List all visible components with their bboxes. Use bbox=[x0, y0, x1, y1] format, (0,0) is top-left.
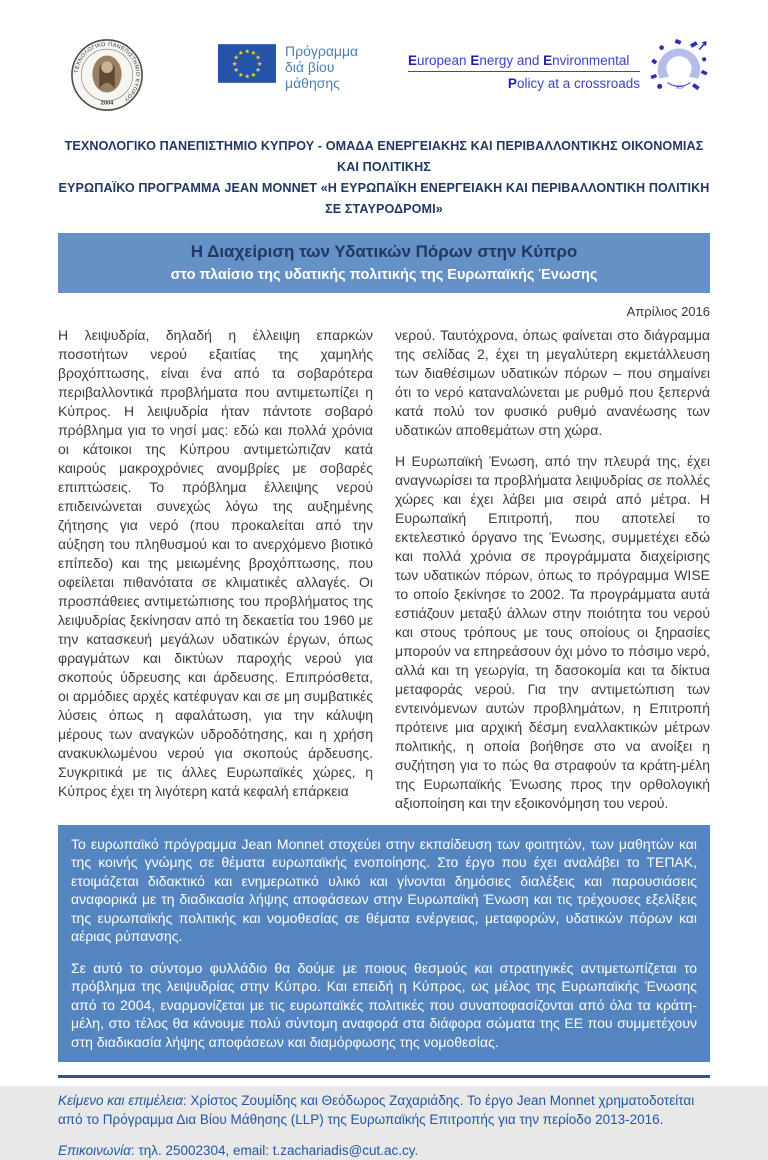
body-paragraph-right-2: Η Ευρωπαϊκή Ένωση, από την πλευρά της, έχει αναγνωρίσει τα προβλήματα λειψυδρίας σε πολλές χώρες και έχει λάβει μια σειρά από μέτρα. Η Ευρωπαϊκή Επιτροπή, που αποτελεί το εκτελεστικό όργανο της Ένωσης, συμμετέχει εδώ και πολλά χρόνια σε προγράμματα διαχείρισης των υδατικών πόρων, όπως το πρόγραμμα WISE το οποίο ξεκίνησε το 2002. Τα προγράμματα αυτά εστιάζουν μεταξύ άλλων στην ποιότητα του νερού και στους τρόπους με τους οποίους οι ξηρασίες μπορούν να επηρεάσουν όχι μόνο το πόσιμο νερό, αλλά και τη γεωργία, τη δασοκομία και τα δίκτυα μεταφοράς νερού. Για την αντιμετώπιση των εντεινόμενων αυτών προβλημάτων, η Επιτροπή πρότεινε μια αρχική δέσμη εναλλακτικών μέτρων πολιτικής, η οποία βοήθησε στο να ανοίξει η συζήτηση για το πώς θα στραφούν τα κράτη-μέλη της Ευρωπαϊκής Ένωσης προς την ορθολογική αξιοποίηση και την εξοικονόμηση του νερού. bbox=[395, 452, 710, 811]
left-column bbox=[58, 326, 373, 813]
svg-text:★: ★ bbox=[250, 49, 257, 57]
llp-line-2: διά βίου bbox=[285, 58, 335, 75]
llp-logo bbox=[218, 44, 358, 91]
svg-text:★: ★ bbox=[231, 60, 238, 68]
footer bbox=[58, 1091, 710, 1160]
footer-credits bbox=[58, 1091, 710, 1129]
svg-text:★: ★ bbox=[244, 73, 250, 81]
info-box bbox=[58, 825, 710, 1063]
eeep-line-1: European Energy and Environmental bbox=[408, 53, 640, 72]
page-subtitle: στο πλαίσιο της υδατικής πολιτικής της Ευρωπαϊκής Ένωσης bbox=[170, 266, 598, 283]
organisation-header bbox=[58, 136, 710, 220]
org-line-2: ΕΥΡΩΠΑΪΚΟ ΠΡΟΓΡΑΜΜΑ JEAN MONNET «Η ΕΥΡΩΠΑΪΚΗ ΕΝΕΡΓΕΙΑΚΗ ΚΑΙ ΠΕΡΙΒΑΛΛΟΝΤΙΚΗ ΠΟΛΙΤΙΚΗ ΣΕ ΣΤΑΥΡΟΔΡΟΜΙ» bbox=[58, 181, 710, 216]
org-line-1: ΤΕΧΝΟΛΟΓΙΚΟ ΠΑΝΕΠΙΣΤΗΜΙΟ ΚΥΠΡΟΥ - ΟΜΑΔΑ ΕΝΕΡΓΕΙΑΚΗΣ ΚΑΙ ΠΕΡΙΒΑΛΛΟΝΤΙΚΗΣ ΟΙΚΟΝΟΜΙΑΣ ΚΑΙ ΠΟΛΙΤΙΚΗΣ bbox=[64, 139, 704, 174]
emblem-label: 3EP bbox=[675, 85, 685, 91]
cut-seal-icon bbox=[70, 38, 144, 112]
body-columns bbox=[58, 326, 710, 813]
title-banner bbox=[58, 233, 710, 293]
info-box-paragraph-1: Το ευρωπαϊκό πρόγραμμα Jean Monnet στοχεύει στην εκπαίδευση των φοιτητών, των μαθητών και της κοινής γνώμης σε θέματα ευρωπαϊκής ενοποίησης. Στο έργο που έχει αναλάβει το ΤΕΠΑΚ, ετοιμάζεται διδακτικό και ενημερωτικό υλικό και γίνονται δημόσιες διαλέξεις και παρουσιάσεις αναφορικά με τη διαδικασία λήψης αποφάσεων στην Ευρωπαϊκή Ένωση και τις τρέχουσες εξελίξεις της ευρωπαϊκής πολιτικής και νομοθεσίας σε θέματα ενέργειας, μεταφορών, υδατικών πόρων και αέριας ρύπανσης. bbox=[71, 835, 697, 945]
date-label: Απρίλιος 2016 bbox=[626, 303, 710, 319]
info-box-paragraph-2: Σε αυτό το σύντομο φυλλάδιο θα δούμε με ποιους θεσμούς και στρατηγικές αντιμετωπίζεται το πρόβλημα της λειψυδρίας στην Κύπρο. Και επειδή η Κύπρος, ως μέλος της Ευρωπαϊκής Ένωσης από το 2004, εναρμονίζεται με τις ευρωπαϊκές πολιτικές που συναποφασίζονται από όλα τα κράτη-μέλη, στο τέλος θα κάνουμε πολύ σύντομη αναφορά στα διάφορα σώματα της ΕΕ που συμμετέχουν στη διαδικασία λήψης αποφάσεων και διαμόρφωσης της νομοθεσίας. bbox=[71, 959, 697, 1050]
eeep-logo-text bbox=[408, 53, 640, 91]
seal-ring-text: ΤΕΧΝΟΛΟΓΙΚΟ ΠΑΝΕΠΙΣΤΗΜΙΟ ΚΥΠΡΟΥ bbox=[73, 41, 141, 103]
right-column bbox=[395, 326, 710, 813]
credits-text: : Χρίστος Ζουμίδης και Θεόδωρος Ζαχαριάδης. Το έργο Jean Monnet χρηματοδοτείται από το Πρόγραμμα Δια Βίου Μάθησης (LLP) της Ευρωπαϊκής Επιτροπής για την περίοδο 2013-2016. bbox=[58, 1093, 695, 1128]
svg-text:★: ★ bbox=[244, 48, 250, 56]
header-logo-row bbox=[58, 38, 710, 124]
svg-text:★: ★ bbox=[250, 71, 257, 79]
svg-text:★: ★ bbox=[237, 71, 244, 79]
svg-text:★: ★ bbox=[237, 49, 244, 57]
llp-logo-text bbox=[285, 44, 358, 91]
footer-contact bbox=[58, 1141, 710, 1160]
eeep-line-2: Policy at a crossroads bbox=[507, 75, 640, 91]
body-paragraph-right-1: νερού. Ταυτόχρονα, όπως φαίνεται στο διάγραμμα της σελίδας 2, έχει τη μεγαλύτερη εκμετάλλευση των διαθέσιμων υδατικών πόρων – που σημαίνει ότι το νερό καταναλώνεται με ρυθμό που ξεπερνά κατά πολύ τον φυσικό ρυθμό ανανέωσης των υδατικών αποθεμάτων στη χώρα. bbox=[395, 326, 710, 438]
page-title: Η Διαχείριση των Υδατικών Πόρων στην Κύπρο bbox=[190, 242, 578, 261]
llp-line-3: μάθησης bbox=[285, 74, 340, 91]
svg-text:★: ★ bbox=[256, 60, 263, 68]
credits-label: Κείμενο και επιμέλεια bbox=[58, 1093, 183, 1109]
crossroads-emblem-icon bbox=[648, 38, 710, 101]
contact-text: : τηλ. 25002304, email: t.zachariadis@cut.ac.cy. bbox=[130, 1143, 419, 1159]
svg-text:★: ★ bbox=[255, 54, 261, 62]
body-paragraph-left: Η λειψυδρία, δηλαδή η έλλειψη επαρκών ποσοτήτων νερού εξαιτίας της χαμηλής βροχόπτωσης, είναι ένα από τα σοβαρότερα περιβαλλοντικά προβλήματα που αντιμετωπίζει η Κύπρος. Η λειψυδρία ήταν πάντοτε σοβαρό πρόβλημα για το νησί μας: εδώ και πολλά χρόνια οι κάτοικοι της Κύπρου αντιμετώπιζαν κατά καιρούς μακροχρόνιες ανομβρίες με σοβαρές επιπτώσεις. Το πρόβλημα έλλειψης νερού επιδεινώνεται συνεχώς λόγω της αυξημένης ζήτησης για νερό (που προκαλείται από την αύξηση του πληθυσμού και το ανερχόμενο βιοτικό επίπεδο) και της μειωμένης βροχόπτωσης, που οφείλεται πιθανότατα σε κλιματικές αλλαγές. Οι προσπάθειες αντιμετώπισης του προβλήματος της λειψυδρίας ξεκίνησαν από τη δεκαετία του 1960 με την κατασκευή μεγάλων υδατικών έργων, όπως φραγμάτων και δικτύων παροχής νερού για σκοπούς ύδρευσης και άρδευσης. Επιπρόσθετα, οι αρμόδιες αρχές κατέφυγαν και σε μη συμβατικές λύσεις όπως η αφαλάτωση, για την κάλυψη μέρους των αναγκών υδροδότησης, και η χρήση ανακυκλωμένου νερού για σκοπούς άρδευσης. Συγκριτικά με τις άλλες Ευρωπαϊκές χώρες, η Κύπρος έχει τη λιγότερη κατά κεφαλή επάρκεια bbox=[58, 326, 373, 799]
svg-text:★: ★ bbox=[233, 54, 239, 62]
cut-seal-logo bbox=[70, 38, 144, 117]
contact-label: Επικοινωνία bbox=[58, 1143, 131, 1159]
eeep-logo bbox=[408, 42, 710, 101]
footer-divider bbox=[58, 1075, 710, 1078]
svg-text:★: ★ bbox=[233, 67, 239, 75]
eu-flag-icon bbox=[218, 44, 276, 83]
svg-text:★: ★ bbox=[255, 67, 261, 75]
llp-line-1: Πρόγραμμα bbox=[285, 43, 359, 59]
seal-year: 2004 bbox=[100, 100, 114, 107]
